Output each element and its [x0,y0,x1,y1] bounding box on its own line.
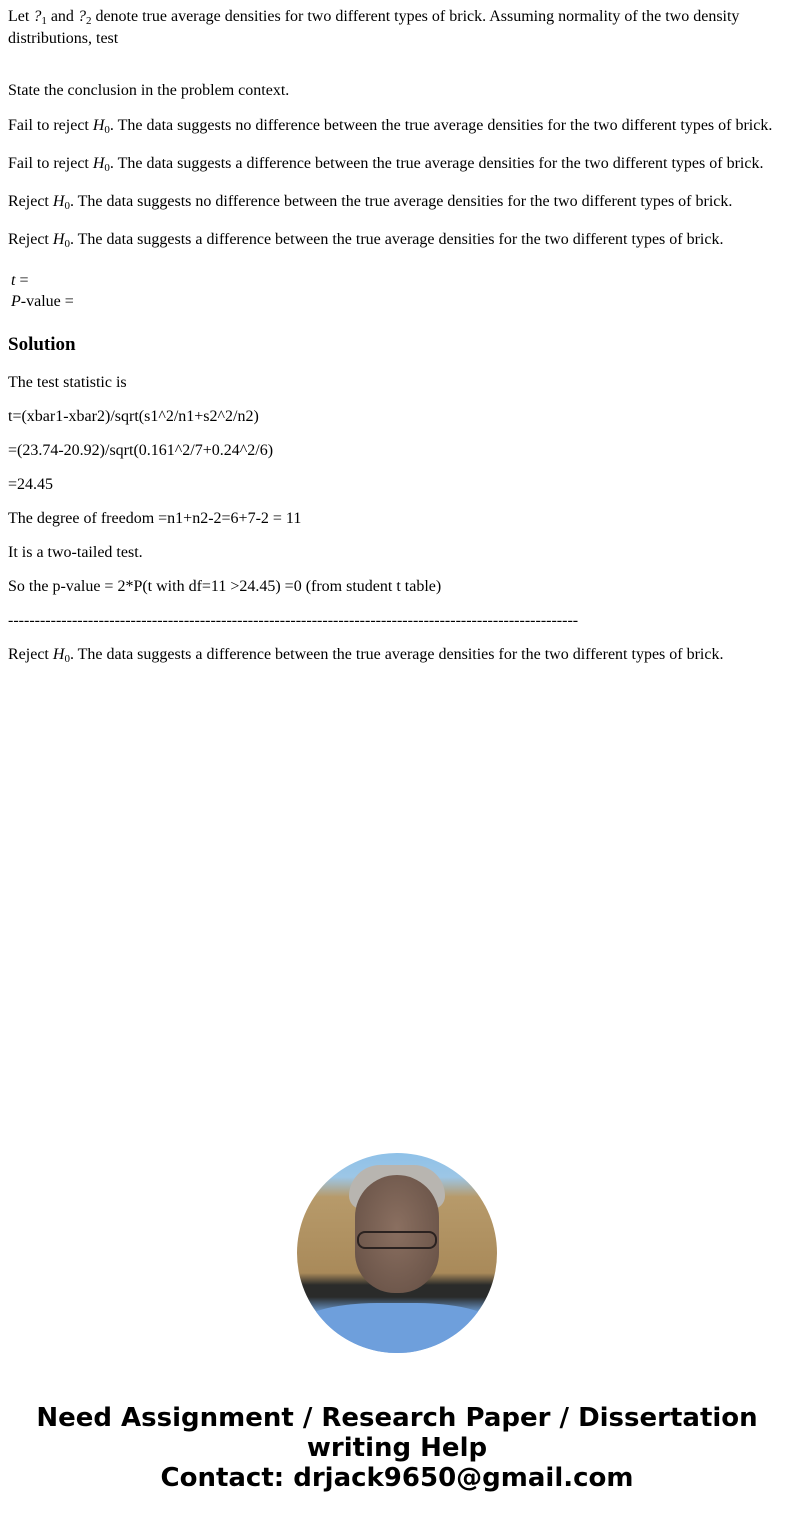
author-photo [297,1153,497,1353]
promo-line-1: Need Assignment / Research Paper / Dissertation [36,1403,758,1433]
option-verb: Reject [8,193,53,210]
intro-rest: denote true average densities for two different types of brick. Assuming normality of the two density distributions, test [8,8,740,47]
conclusion-text: . The data suggests a difference between the true average densities for the two different types of brick. [69,646,724,663]
h-subscript: 0 [104,162,110,174]
solution-line: t=(xbar1-xbar2)/sqrt(s1^2/n1+s2^2/n2) [8,408,259,425]
solution-line: =(23.74-20.92)/sqrt(0.161^2/7+0.24^2/6) [8,442,274,459]
p-var: P [11,293,21,310]
photo-shirt [297,1303,497,1353]
t-var: t [11,272,16,289]
h-subscript: 0 [104,124,110,136]
option-reject-difference[interactable] [8,229,723,251]
photo-glasses [357,1231,437,1249]
option-verb: Reject [8,231,53,248]
solution-line: =24.45 [8,476,54,493]
option-verb: Fail to reject [8,117,93,134]
t-statistic-field[interactable] [11,270,74,291]
solution-heading: Solution [8,334,76,355]
mu2-subscript: 2 [85,15,92,27]
solution-line: The test statistic is [8,374,127,391]
option-reject-no-difference[interactable] [8,191,732,213]
h-symbol: H [52,231,65,248]
and-text: and [46,8,78,25]
question-intro [8,6,778,50]
h-symbol: H [52,646,65,663]
separator-line: ----------------------------------------------------------------------------------------------------------- [8,612,579,629]
option-text: . The data suggests no difference between the true average densities for the two different types of brick. [69,193,733,210]
mu1-symbol: ? [33,8,42,25]
option-fail-reject-difference[interactable] [8,153,763,175]
h-subscript: 0 [64,238,70,250]
option-verb: Fail to reject [8,155,93,172]
option-text: . The data suggests no difference between the true average densities for the two different types of brick. [109,117,773,134]
mu1-subscript: 1 [41,15,47,27]
solution-line: So the p-value = 2*P(t with df=11 >24.45) =0 (from student t table) [8,578,442,595]
mu2-symbol: ? [77,8,86,25]
h-symbol: H [92,155,105,172]
option-text: . The data suggests a difference between the true average densities for the two different types of brick. [109,155,764,172]
conclusion-verb: Reject [8,646,53,663]
h-symbol: H [92,117,105,134]
p-value-field[interactable] [11,291,74,312]
h-subscript: 0 [64,200,70,212]
solution-line: It is a two-tailed test. [8,544,143,561]
solution-conclusion [8,644,723,666]
option-fail-reject-no-difference[interactable] [8,115,772,137]
solution-line: The degree of freedom =n1+n2-2=6+7-2 = 11 [8,510,302,527]
intro-prefix: Let [8,8,34,25]
question-prompt: State the conclusion in the problem context. [8,82,290,99]
t-equals: = [15,272,29,289]
answer-fields [11,270,74,312]
promo-line-2: writing Help [306,1433,488,1463]
h-subscript: 0 [64,653,70,665]
promo-banner [0,1403,794,1493]
h-symbol: H [52,193,65,210]
p-value-equals: -value = [20,293,74,310]
option-text: . The data suggests a difference between the true average densities for the two different types of brick. [69,231,724,248]
promo-contact[interactable]: Contact: drjack9650@gmail.com [160,1463,634,1493]
